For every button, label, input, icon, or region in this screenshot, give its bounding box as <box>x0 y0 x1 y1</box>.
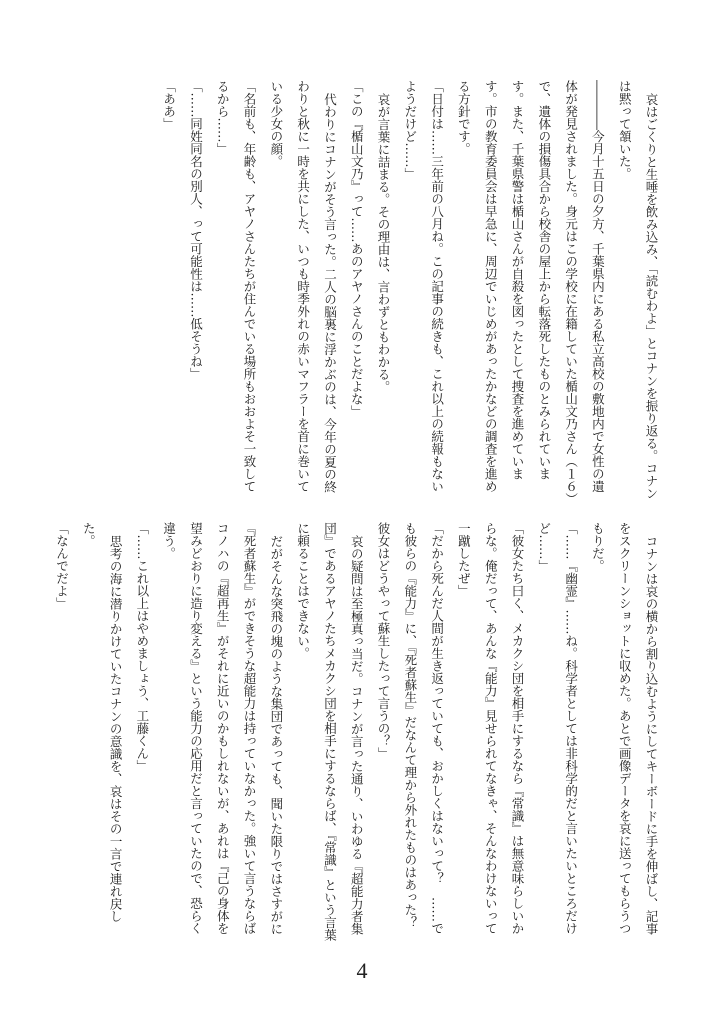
paragraph: 哀の疑問は至極真っ当だ。コナンが言った通り、いわゆる『超能力者集団』であるアヤノたちメカクシ団を相手にするならば、『常識』という言葉に頼ることはできない。 <box>295 522 365 941</box>
paragraph: 「名前も、年齢も、アヤノさんたちが住んでいる場所もおおよそ一致してるから……」 <box>215 80 258 493</box>
paragraph: 「ああ」 <box>161 80 177 130</box>
paragraph: 「日付は……三年前の八月ね。この記事の続きも、これ以上の続報もないようだけど……」 <box>402 80 445 493</box>
paragraph: 思考の海に潜りかけていたコナンの意識を、哀はその一言で連れ戻した。 <box>81 522 124 922</box>
paragraph: コナンは哀の横から割り込むようにしてキーボードに手を伸ばし、記事をスクリーンショットに収めた。あとで画像データを哀に送ってもらうつもりだ。 <box>590 522 659 935</box>
paragraph: ――――今月十五日の夕方、千葉県内にある私立高校の敷地内で女性の遺体が発見されました。身元はこの学校に在籍していた楯山文乃さん（１６）で、遺体の損傷具合から校舎の屋上から転落死したものとみられています。また、千葉県警は楯山さんが自殺を図ったとして捜査を進めています。市の教育委員会は早急に、周辺でいじめがあったかなどの調査を進める方針です。 <box>456 80 606 499</box>
paragraph: 「……『幽霊』……ね。科学者としては非科学的だと言いたいところだけど……」 <box>536 522 579 935</box>
paragraph: 「……これ以上はやめましょう、工藤くん」 <box>134 522 150 772</box>
page-number: 4 <box>356 958 368 983</box>
paragraph: 「彼女たち曰く、メカクシ団を相手にするなら『常識』は無意味らしいからな。俺だって、あんな『能力』見せられてなきゃ、そんなわけないって一蹴したぜ」 <box>456 522 526 935</box>
paragraph: 代わりにコナンがそう言った。二人の脳裏に浮かぶのは、今年の夏の終わりと秋に一時を共にした、いつも時季外れの赤いマフラーを首に巻いている少女の顔。 <box>268 80 338 493</box>
upper-text-column <box>60 80 664 500</box>
paragraph: 「……同姓同名の別人、って可能性は……低そうね」 <box>188 80 204 380</box>
lower-text-column <box>54 522 664 942</box>
paragraph: 「この『楯山文乃』って……あのアヤノさんのことだよな」 <box>349 80 365 418</box>
paragraph: 「なんでだよ」 <box>54 522 70 610</box>
paragraph: だがそんな突飛の塊のような集団であっても、聞いた限りではさすがに『死者蘇生』ができそうな超能力は持っていなかった。強いて言うならばコノハの『超再生』がそれに近いのかもしれないが、あれは『己の身体を望みどおりに造り変える』という能力の応用だと言っていたので、恐らく違う。 <box>161 522 284 935</box>
paragraph: 哀が言葉に詰まる。その理由は、言わずともわかる。 <box>376 92 392 393</box>
paragraph: 「だから死んだ人間が生き返っていても、おかしくはないって？ ……でも彼らの『能力』に、『死者蘇生』だなんて理から外れたものはあった？ 彼女はどうやって蘇生したって言うの？」 <box>376 522 445 941</box>
paragraph: 哀はごくりと生唾を飲み込み、「読むわよ」とコナンを振り返る。コナンは黙って頷いた。 <box>617 80 659 499</box>
